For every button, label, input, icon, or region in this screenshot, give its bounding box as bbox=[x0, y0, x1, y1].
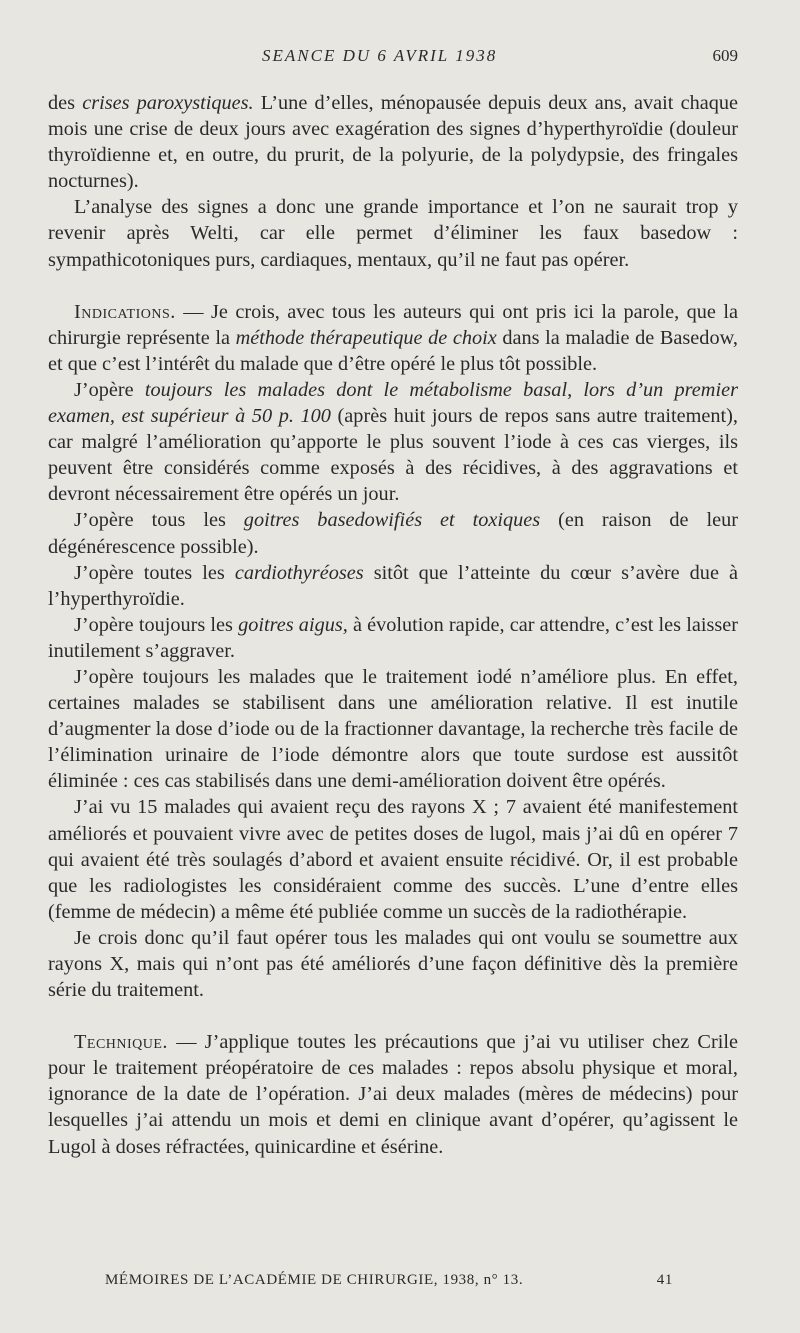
page-number: 609 bbox=[712, 46, 738, 65]
text-run: — J’applique toutes les précautions que j’ai vu utiliser chez Crile pour le traitement préopératoire de ces malades : repos absolu physique et moral, ignorance de la date de l’opération. J’ai deux malades (mères de médecins) pour lesquelles j’ai attendu un mois et demi en clinique avant d’opérer, qu’agissent le Lugol à doses réfractées, quinicardine et ésérine. bbox=[48, 1031, 738, 1158]
paragraph bbox=[48, 925, 738, 1003]
text-run: J’ai vu 15 malades qui avaient reçu des rayons X ; 7 avaient été manifestement améliorés et pouvaient vivre avec de petites doses de lugol, mais j’ai dû en opérer 7 qui avaient été très soulagés d’abord et avaient ensuite récidivé. Or, il est probable que les radiologistes les considéraient comme des succès. L’une d’entre elles (femme de médecin) a même été publiée comme un succès de la radiothérapie. bbox=[48, 796, 738, 923]
italic-text: goitres aigus, bbox=[238, 613, 348, 636]
section-heading: Indications. bbox=[74, 300, 176, 323]
text-run: J’opère toujours les bbox=[74, 613, 239, 636]
text-run: L’analyse des signes a donc une grande importance et l’on ne saurait trop y revenir après Welti, car elle permet d’éliminer les faux basedow : sympathicotoniques purs, cardiaques, mentaux, qu’il ne faut pas opérer. bbox=[48, 196, 738, 271]
section-heading: Technique. bbox=[74, 1031, 169, 1054]
text-run: à évolution rapide, car attendre, c’est les laisser inutilement s’aggraver. bbox=[48, 613, 739, 662]
running-head-title: SEANCE DU 6 AVRIL 1938 bbox=[262, 46, 498, 65]
text-run: J’opère bbox=[74, 378, 145, 401]
text-run: — Je crois, avec tous les auteurs qui ont pris ici la parole, que la chirurgie représente la bbox=[48, 300, 738, 349]
text-run: (après huit jours de repos sans autre traitement), car malgré l’amélioration qu’apporte le plus souvent l’iode à ces cas vierges, ils peuvent être considérés comme exposés à des récidives, à des aggravations et devront nécessairement être opérés un jour. bbox=[48, 405, 739, 506]
italic-text: cardiothyréoses bbox=[234, 561, 364, 584]
paragraph bbox=[48, 194, 738, 272]
text-run: dans la maladie de Basedow, et que c’est l’intérêt du malade que d’être opéré le plus tôt possible. bbox=[48, 326, 738, 375]
paragraph bbox=[48, 664, 738, 794]
text-run: J’opère toujours les malades que le traitement iodé n’améliore plus. En effet, certaines malades se stabilisent dans une amélioration relative. Il est inutile d’augmenter la dose d’iode ou de la fractionner davantage, la recherche très facile de l’élimination urinaire de l’iode démontre alors que toute surdose est aussitôt éliminée : ces cas stabilisés dans une demi-amélioration doivent être opérés. bbox=[48, 665, 738, 793]
italic-text: goitres basedowifiés et toxiques bbox=[243, 509, 541, 532]
text-run: Je crois donc qu’il faut opérer tous les malades qui ont voulu se soumettre aux rayons X, mais qui n’ont pas été améliorés d’une façon définitive dès la première série du traitement. bbox=[48, 926, 738, 1002]
italic-text: crises paroxystiques. bbox=[82, 92, 254, 114]
paragraph bbox=[48, 794, 738, 924]
paragraph bbox=[48, 377, 738, 507]
text-run: J’opère tous les bbox=[74, 509, 244, 532]
paragraph bbox=[48, 507, 738, 559]
paragraph bbox=[48, 1029, 738, 1159]
running-head bbox=[52, 46, 738, 72]
paragraph bbox=[48, 612, 738, 664]
footer-journal-citation: MÉMOIRES DE L’ACADÉMIE DE CHIRURGIE, 1938, n° 13. bbox=[105, 1272, 524, 1288]
paragraph bbox=[48, 299, 738, 377]
paragraph bbox=[48, 560, 738, 612]
body-text bbox=[48, 90, 738, 1160]
italic-text: méthode thérapeutique de choix bbox=[235, 326, 497, 349]
text-run: sitôt que l’atteinte du cœur s’avère due à l’hyperthyroïdie. bbox=[48, 561, 739, 610]
text-run: L’une d’elles, ménopausée depuis deux ans, avait chaque mois une crise de deux jours avec exagération des signes d’hyperthyroïdie (douleur thyroïdienne et, en outre, du prurit, de la polyurie, de la polydypsie, des fringales nocturnes). bbox=[48, 92, 738, 193]
text-run: (en raison de leur dégénérescence possible). bbox=[48, 509, 738, 558]
footer-sheet-number: 41 bbox=[656, 1272, 673, 1288]
text-run: J’opère toutes les bbox=[74, 561, 235, 584]
italic-text: toujours les malades dont le métabolisme basal, lors d’un premier examen, est supérieur à 50 p. 100 bbox=[48, 378, 738, 428]
paragraph bbox=[48, 90, 738, 194]
text-run: des bbox=[48, 92, 83, 114]
